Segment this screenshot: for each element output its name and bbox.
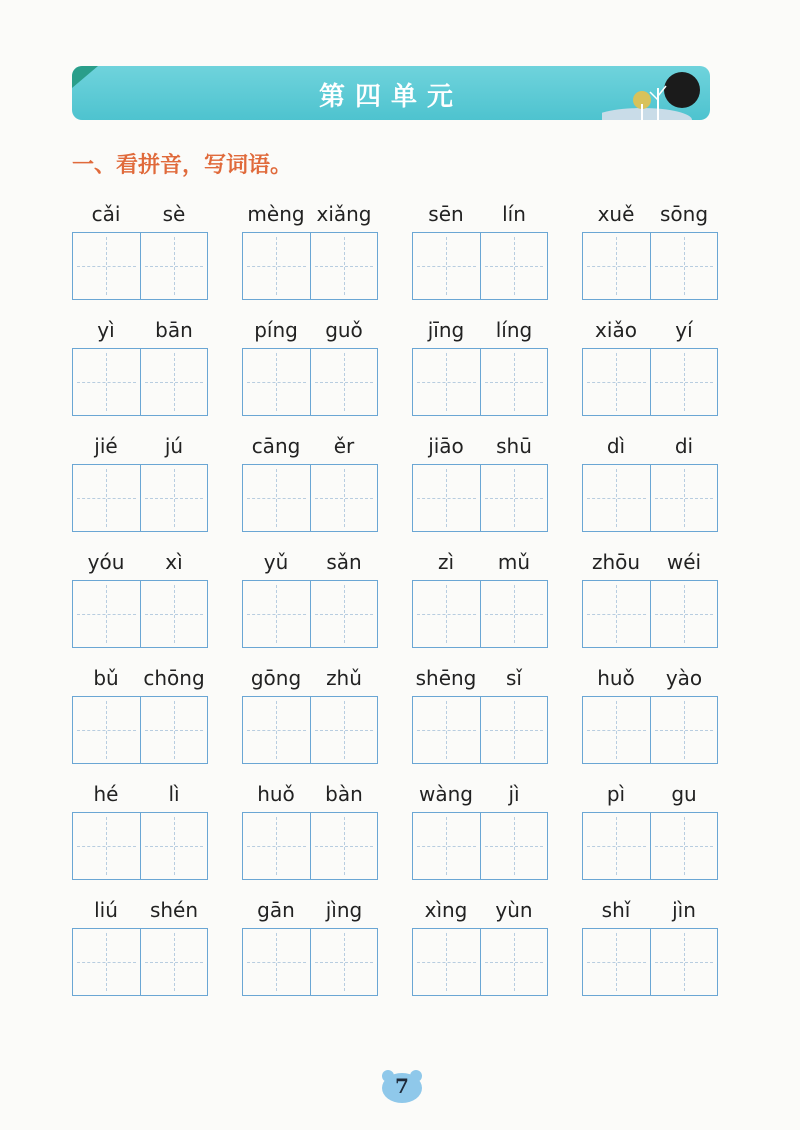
- section-title: 一、看拼音，写词语。: [72, 153, 293, 178]
- exercise-item: [72, 892, 208, 996]
- pinyin-syllable: shēng: [415, 666, 477, 690]
- writing-cell[interactable]: [310, 465, 378, 531]
- exercise-item: [582, 428, 718, 532]
- exercise-item: [72, 312, 208, 416]
- writing-boxes: [582, 928, 718, 996]
- pinyin-syllable: shū: [496, 434, 532, 458]
- pinyin-row: [412, 544, 548, 580]
- pinyin-syllable: xìng: [424, 898, 468, 922]
- writing-boxes: [242, 232, 378, 300]
- writing-cell[interactable]: [73, 465, 140, 531]
- pinyin-syllable: jié: [94, 434, 118, 458]
- writing-cell[interactable]: [413, 233, 480, 299]
- writing-cell[interactable]: [310, 929, 378, 995]
- exercise-item: [582, 196, 718, 300]
- exercise-item: [242, 196, 378, 300]
- pinyin-syllable: sè: [162, 202, 186, 226]
- writing-cell[interactable]: [140, 697, 208, 763]
- pinyin-syllable: bǔ: [93, 666, 119, 690]
- writing-boxes: [242, 464, 378, 532]
- writing-boxes: [582, 232, 718, 300]
- pinyin-syllable: jiāo: [428, 434, 464, 458]
- pinyin-syllable: jú: [164, 434, 184, 458]
- pinyin-row: [242, 196, 378, 232]
- exercise-item: [242, 312, 378, 416]
- writing-boxes: [72, 580, 208, 648]
- writing-boxes: [582, 348, 718, 416]
- exercise-item: [412, 312, 548, 416]
- writing-boxes: [412, 812, 548, 880]
- writing-boxes: [242, 928, 378, 996]
- pinyin-row: [242, 660, 378, 696]
- pinyin-row: [412, 892, 548, 928]
- writing-cell[interactable]: [583, 349, 650, 415]
- exercise-item: [412, 776, 548, 880]
- writing-cell[interactable]: [310, 581, 378, 647]
- writing-cell[interactable]: [140, 465, 208, 531]
- pinyin-syllable: yóu: [87, 550, 125, 574]
- pinyin-syllable: xiǎo: [595, 318, 637, 342]
- writing-boxes: [72, 812, 208, 880]
- writing-cell[interactable]: [140, 929, 208, 995]
- writing-boxes: [242, 580, 378, 648]
- writing-cell[interactable]: [73, 697, 140, 763]
- exercise-item: [582, 776, 718, 880]
- pinyin-syllable: gōng: [250, 666, 302, 690]
- writing-cell[interactable]: [650, 349, 718, 415]
- writing-boxes: [72, 696, 208, 764]
- pinyin-syllable: xuě: [597, 202, 635, 226]
- pinyin-syllable: zhōu: [591, 550, 641, 574]
- exercise-item: [582, 312, 718, 416]
- writing-cell[interactable]: [480, 813, 548, 879]
- writing-cell[interactable]: [480, 581, 548, 647]
- writing-boxes: [242, 812, 378, 880]
- writing-cell[interactable]: [140, 581, 208, 647]
- exercise-item: [412, 544, 548, 648]
- pinyin-syllable: jìn: [672, 898, 696, 922]
- pinyin-row: [582, 660, 718, 696]
- exercise-item: [582, 544, 718, 648]
- unit-banner: [72, 66, 710, 120]
- tree-moon-icon: [602, 66, 710, 120]
- pinyin-row: [72, 892, 208, 928]
- writing-cell[interactable]: [650, 929, 718, 995]
- pinyin-syllable: bān: [155, 318, 193, 342]
- pinyin-syllable: xiǎng: [316, 202, 372, 226]
- writing-cell[interactable]: [413, 349, 480, 415]
- exercise-item: [412, 428, 548, 532]
- exercise-item: [72, 196, 208, 300]
- pinyin-syllable: bàn: [325, 782, 363, 806]
- pinyin-row: [72, 196, 208, 232]
- writing-cell[interactable]: [243, 697, 310, 763]
- exercise-item: [242, 776, 378, 880]
- writing-cell[interactable]: [310, 697, 378, 763]
- writing-cell[interactable]: [310, 233, 378, 299]
- writing-boxes: [242, 696, 378, 764]
- writing-boxes: [242, 348, 378, 416]
- pinyin-syllable: lì: [168, 782, 180, 806]
- pinyin-row: [582, 892, 718, 928]
- writing-cell[interactable]: [413, 697, 480, 763]
- pinyin-syllable: huǒ: [597, 666, 635, 690]
- writing-boxes: [72, 464, 208, 532]
- writing-boxes: [412, 348, 548, 416]
- pinyin-syllable: yí: [675, 318, 693, 342]
- writing-cell[interactable]: [243, 929, 310, 995]
- writing-cell[interactable]: [243, 581, 310, 647]
- writing-cell[interactable]: [650, 581, 718, 647]
- pinyin-syllable: sǎn: [326, 550, 362, 574]
- pinyin-syllable: líng: [495, 318, 533, 342]
- page-number-badge: [380, 1068, 424, 1104]
- pinyin-row: [242, 892, 378, 928]
- page-number: 7: [395, 1074, 409, 1098]
- writing-cell[interactable]: [243, 465, 310, 531]
- writing-cell[interactable]: [310, 813, 378, 879]
- writing-cell[interactable]: [583, 813, 650, 879]
- exercise-grid: [72, 196, 718, 996]
- pinyin-row: [412, 660, 548, 696]
- writing-cell[interactable]: [73, 929, 140, 995]
- writing-boxes: [582, 812, 718, 880]
- pinyin-row: [582, 776, 718, 812]
- pinyin-row: [72, 312, 208, 348]
- writing-boxes: [582, 464, 718, 532]
- exercise-item: [582, 660, 718, 764]
- pinyin-syllable: hé: [93, 782, 119, 806]
- pinyin-syllable: wàng: [419, 782, 473, 806]
- pinyin-syllable: liú: [94, 898, 118, 922]
- pinyin-syllable: sǐ: [506, 666, 522, 690]
- exercise-item: [242, 892, 378, 996]
- writing-boxes: [72, 928, 208, 996]
- pinyin-syllable: cāng: [251, 434, 301, 458]
- pinyin-syllable: jì: [508, 782, 520, 806]
- writing-cell[interactable]: [413, 465, 480, 531]
- pinyin-row: [412, 776, 548, 812]
- writing-cell[interactable]: [583, 233, 650, 299]
- writing-cell[interactable]: [650, 813, 718, 879]
- pinyin-syllable: guǒ: [325, 318, 363, 342]
- pinyin-syllable: pì: [606, 782, 626, 806]
- pinyin-syllable: cǎi: [91, 202, 121, 226]
- writing-cell[interactable]: [650, 697, 718, 763]
- pinyin-row: [582, 544, 718, 580]
- pinyin-syllable: ěr: [333, 434, 355, 458]
- exercise-item: [72, 544, 208, 648]
- writing-cell[interactable]: [73, 233, 140, 299]
- writing-cell[interactable]: [73, 581, 140, 647]
- pinyin-row: [242, 776, 378, 812]
- pinyin-syllable: jīng: [427, 318, 465, 342]
- pinyin-row: [582, 196, 718, 232]
- pinyin-syllable: yào: [665, 666, 703, 690]
- writing-cell[interactable]: [73, 349, 140, 415]
- pinyin-syllable: shǐ: [601, 898, 631, 922]
- writing-boxes: [412, 928, 548, 996]
- pinyin-row: [72, 660, 208, 696]
- writing-cell[interactable]: [73, 813, 140, 879]
- writing-cell[interactable]: [413, 581, 480, 647]
- pinyin-row: [582, 428, 718, 464]
- writing-cell[interactable]: [480, 697, 548, 763]
- writing-cell[interactable]: [583, 465, 650, 531]
- pinyin-syllable: gān: [257, 898, 295, 922]
- pinyin-syllable: gu: [671, 782, 697, 806]
- pinyin-row: [72, 776, 208, 812]
- pinyin-syllable: píng: [254, 318, 298, 342]
- pinyin-row: [72, 544, 208, 580]
- writing-boxes: [412, 464, 548, 532]
- writing-cell[interactable]: [480, 929, 548, 995]
- writing-boxes: [412, 696, 548, 764]
- writing-boxes: [412, 232, 548, 300]
- writing-cell[interactable]: [650, 465, 718, 531]
- writing-boxes: [412, 580, 548, 648]
- pinyin-syllable: sōng: [659, 202, 709, 226]
- pinyin-syllable: sēn: [428, 202, 464, 226]
- pinyin-row: [72, 428, 208, 464]
- pinyin-row: [412, 312, 548, 348]
- exercise-item: [412, 196, 548, 300]
- writing-boxes: [582, 696, 718, 764]
- writing-cell[interactable]: [480, 233, 548, 299]
- pinyin-syllable: zhǔ: [326, 666, 362, 690]
- pinyin-syllable: mèng: [247, 202, 305, 226]
- pinyin-row: [412, 428, 548, 464]
- writing-boxes: [582, 580, 718, 648]
- exercise-item: [242, 660, 378, 764]
- writing-cell[interactable]: [583, 929, 650, 995]
- writing-cell[interactable]: [140, 233, 208, 299]
- writing-cell[interactable]: [583, 697, 650, 763]
- writing-cell[interactable]: [243, 233, 310, 299]
- exercise-item: [72, 428, 208, 532]
- writing-cell[interactable]: [140, 813, 208, 879]
- pinyin-syllable: xì: [165, 550, 183, 574]
- writing-boxes: [72, 348, 208, 416]
- pinyin-row: [412, 196, 548, 232]
- pinyin-syllable: di: [674, 434, 694, 458]
- exercise-item: [242, 544, 378, 648]
- exercise-item: [582, 892, 718, 996]
- pinyin-syllable: wéi: [666, 550, 702, 574]
- pinyin-row: [242, 544, 378, 580]
- pinyin-syllable: lín: [502, 202, 526, 226]
- pinyin-syllable: jìng: [325, 898, 363, 922]
- pinyin-syllable: dì: [606, 434, 626, 458]
- pinyin-syllable: yǔ: [263, 550, 289, 574]
- exercise-item: [412, 892, 548, 996]
- exercise-item: [72, 660, 208, 764]
- writing-boxes: [72, 232, 208, 300]
- pinyin-syllable: chōng: [143, 666, 205, 690]
- pinyin-row: [242, 428, 378, 464]
- writing-cell[interactable]: [310, 349, 378, 415]
- writing-cell[interactable]: [243, 349, 310, 415]
- exercise-item: [412, 660, 548, 764]
- pinyin-syllable: huǒ: [257, 782, 295, 806]
- pinyin-row: [582, 312, 718, 348]
- writing-cell[interactable]: [480, 465, 548, 531]
- writing-cell[interactable]: [413, 929, 480, 995]
- pinyin-syllable: yì: [97, 318, 115, 342]
- writing-cell[interactable]: [140, 349, 208, 415]
- pinyin-row: [242, 312, 378, 348]
- exercise-item: [72, 776, 208, 880]
- pinyin-syllable: yùn: [495, 898, 533, 922]
- unit-title: 第四单元: [318, 82, 463, 112]
- pinyin-syllable: mǔ: [497, 550, 531, 574]
- writing-cell[interactable]: [480, 349, 548, 415]
- writing-cell[interactable]: [413, 813, 480, 879]
- writing-cell[interactable]: [583, 581, 650, 647]
- writing-cell[interactable]: [243, 813, 310, 879]
- exercise-item: [242, 428, 378, 532]
- pinyin-syllable: shén: [149, 898, 199, 922]
- writing-cell[interactable]: [650, 233, 718, 299]
- pinyin-syllable: zì: [437, 550, 455, 574]
